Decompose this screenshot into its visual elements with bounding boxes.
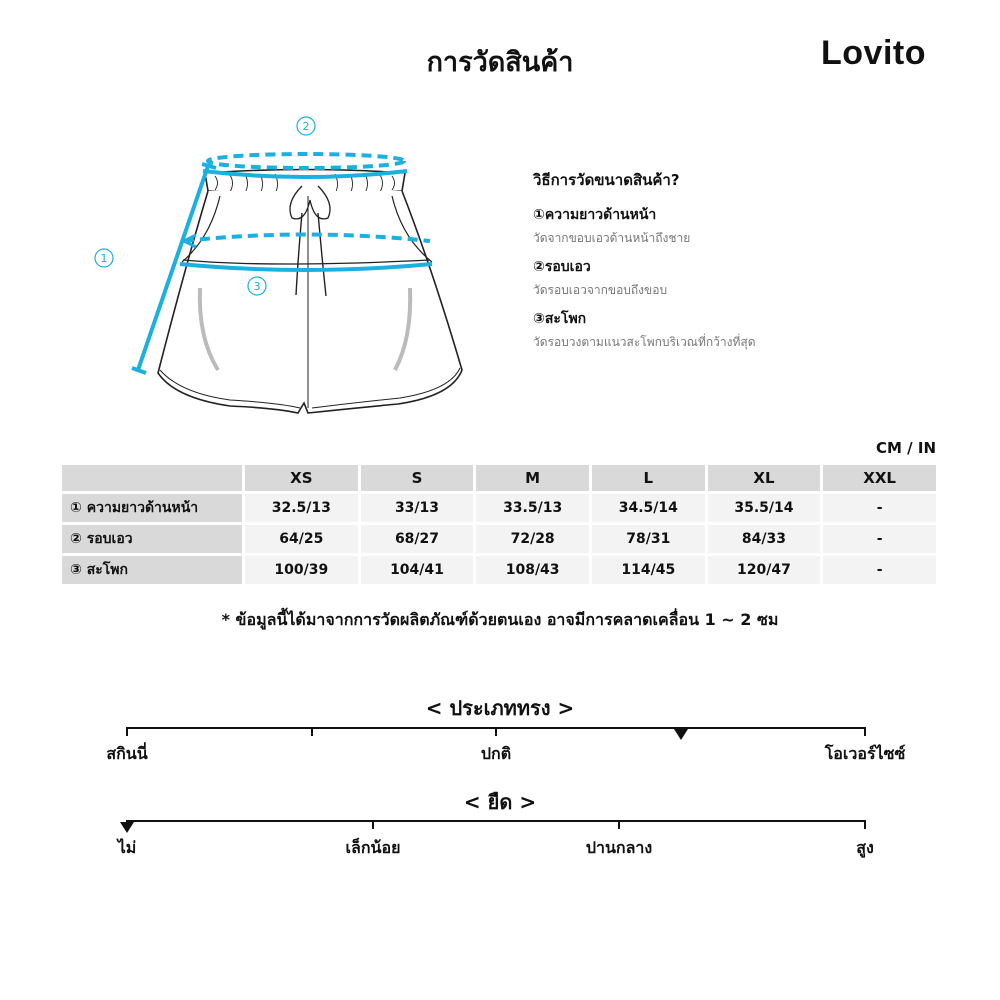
table-cell: 78/31 xyxy=(592,525,705,553)
svg-text:2: 2 xyxy=(302,120,310,133)
table-row xyxy=(62,494,936,522)
row-label: ② รอบเอว xyxy=(62,525,242,553)
fit-scale-tick xyxy=(495,727,497,736)
howto-title: วิธีการวัดขนาดสินค้า? xyxy=(533,171,680,189)
row-label: ③ สะโพก xyxy=(62,556,242,584)
table-cell: 68/27 xyxy=(361,525,474,553)
size-header: XXL xyxy=(823,465,936,491)
fit-scale-tick xyxy=(864,727,866,736)
stretch-label-high: สูง xyxy=(856,838,874,857)
table-cell: 35.5/14 xyxy=(708,494,821,522)
measurement-note: * ข้อมูลนี้ได้มาจากการวัดผลิตภัณฑ์ด้วยตนเอง อาจมีการคลาดเคลื่อน 1 ~ 2 ซม xyxy=(221,610,779,629)
table-cell: 32.5/13 xyxy=(245,494,358,522)
fit-scale-tick xyxy=(126,727,128,736)
fit-label-oversize: โอเวอร์ไซซ์ xyxy=(824,744,906,763)
table-cell: 104/41 xyxy=(361,556,474,584)
stretch-label-slight: เล็กน้อย xyxy=(345,838,401,857)
svg-text:1: 1 xyxy=(100,252,108,265)
brand-logo: Lovito xyxy=(821,34,926,72)
stretch-scale-tick xyxy=(864,820,866,829)
size-header: XS xyxy=(245,465,358,491)
table-cell: 108/43 xyxy=(476,556,589,584)
step-hip-title: ③สะโพก xyxy=(533,311,587,327)
size-header: S xyxy=(361,465,474,491)
stretch-label-medium: ปานกลาง xyxy=(585,838,653,857)
table-header-row xyxy=(62,465,936,491)
stretch-scale-tick xyxy=(372,820,374,829)
stretch-scale-marker xyxy=(120,822,134,833)
fit-label-skinny: สกินนี่ xyxy=(106,744,148,763)
table-cell: - xyxy=(823,525,936,553)
shorts-illustration xyxy=(80,108,500,438)
table-row xyxy=(62,556,936,584)
step-waist-title: ②รอบเอว xyxy=(533,259,591,275)
size-header: M xyxy=(476,465,589,491)
page-title: การวัดสินค้า xyxy=(426,47,574,78)
fit-scale-tick xyxy=(311,727,313,736)
table-cell: 72/28 xyxy=(476,525,589,553)
unit-label: CM / IN xyxy=(876,439,936,457)
step-front-length-title: ①ความยาวด้านหน้า xyxy=(533,207,657,223)
howto-panel xyxy=(533,168,953,360)
step-front-length-desc: วัดจากขอบเอวด้านหน้าถึงชาย xyxy=(533,231,691,245)
table-cell: 34.5/14 xyxy=(592,494,705,522)
table-cell: - xyxy=(823,494,936,522)
step-waist-desc: วัดรอบเอวจากขอบถึงขอบ xyxy=(533,283,668,297)
stretch-scale-title: < ยืด > xyxy=(463,790,537,814)
size-header: XL xyxy=(708,465,821,491)
table-cell: - xyxy=(823,556,936,584)
table-corner-cell xyxy=(62,465,242,491)
step-hip-desc: วัดรอบวงตามแนวสะโพกบริเวณที่กว้างที่สุด xyxy=(533,335,756,349)
size-header: L xyxy=(592,465,705,491)
row-label: ① ความยาวด้านหน้า xyxy=(62,494,242,522)
table-cell: 33/13 xyxy=(361,494,474,522)
stretch-scale-line xyxy=(126,820,866,822)
table-cell: 33.5/13 xyxy=(476,494,589,522)
table-row xyxy=(62,525,936,553)
svg-text:3: 3 xyxy=(253,280,261,293)
table-cell: 64/25 xyxy=(245,525,358,553)
fit-scale-marker xyxy=(674,729,688,740)
table-cell: 84/33 xyxy=(708,525,821,553)
table-cell: 114/45 xyxy=(592,556,705,584)
table-cell: 100/39 xyxy=(245,556,358,584)
size-table xyxy=(59,462,939,587)
table-cell: 120/47 xyxy=(708,556,821,584)
stretch-scale-tick xyxy=(618,820,620,829)
stretch-label-none: ไม่ xyxy=(117,838,137,857)
fit-scale-title: < ประเภททรง > xyxy=(425,696,575,720)
fit-label-regular: ปกติ xyxy=(480,744,512,763)
